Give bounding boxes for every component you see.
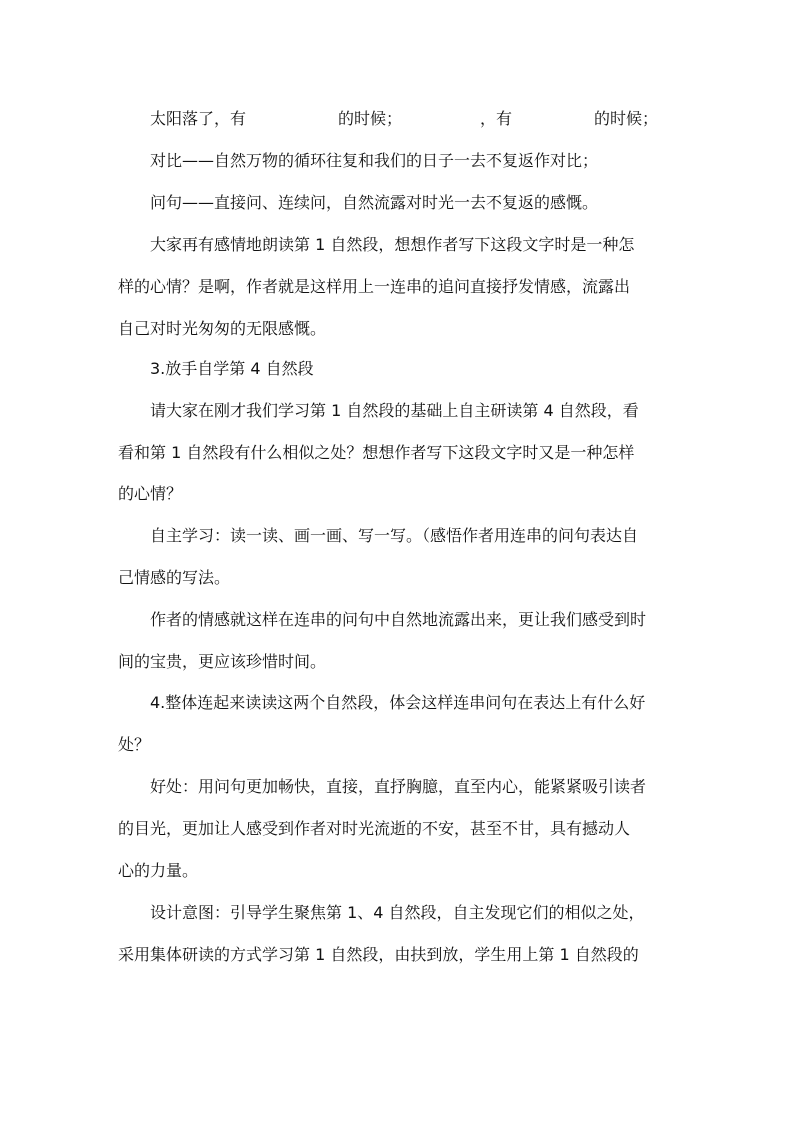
text-segment: 的时候； [594,109,659,128]
paragraph-line: 看和第 1 自然段有什么相似之处？想想作者写下这段文字时又是一种怎样 [118,443,635,462]
paragraph-line: 采用集体研读的方式学习第 1 自然段，由扶到放，学生用上第 1 自然段的 [118,945,639,964]
paragraph-line: 大家再有感情地朗读第 1 自然段，想想作者写下这段文字时是一种怎 [150,235,635,254]
paragraph-line: 设计意图：引导学生聚焦第 1、4 自然段，自主发现它们的相似之处， [150,903,645,922]
section-heading: 4.整体连起来读读这两个自然段，体会这样连串问句在表达上有什么好 [150,693,646,712]
paragraph-line: 的目光，更加让人感受到作者对时光流逝的不安，甚至不甘，具有撼动人 [118,819,631,838]
paragraph-line: 自主学习：读一读、画一画、写一写。（感悟作者用连串的问句表达自 [150,526,639,545]
contrast-note: 对比——自然万物的循环往复和我们的日子一去不复返作对比； [150,151,599,170]
text-segment: 太阳落了，有 [150,109,247,128]
paragraph-line: 好处：用问句更加畅快，直接，直抒胸臆，直至内心，能紧紧吸引读者 [150,777,647,796]
paragraph-line: 的心情？ [118,484,183,503]
text-segment: 的时候； [338,109,403,128]
paragraph-line: 请大家在刚才我们学习第 1 自然段的基础上自主研读第 4 自然段，看 [150,401,639,420]
paragraph-line: 间的宝贵，更应该珍惜时间。 [118,652,327,671]
paragraph-line: 样的心情？是啊，作者就是这样用上一连串的追问直接抒发情感，流露出 [118,277,631,296]
paragraph-line: 作者的情感就这样在连串的问句中自然地流露出来，更让我们感受到时 [150,610,647,629]
paragraph-line: 自己对时光匆匆的无限感慨。 [118,319,327,338]
paragraph-line: 心的力量。 [118,861,199,880]
section-heading: 3.放手自学第 4 自然段 [150,359,314,378]
paragraph-line: 己情感的写法。 [118,568,231,587]
paragraph-line: 处？ [118,735,151,754]
question-note: 问句——直接问、连续问，自然流露对时光一去不复返的感慨。 [150,193,599,212]
text-segment: ，有 [480,109,513,128]
